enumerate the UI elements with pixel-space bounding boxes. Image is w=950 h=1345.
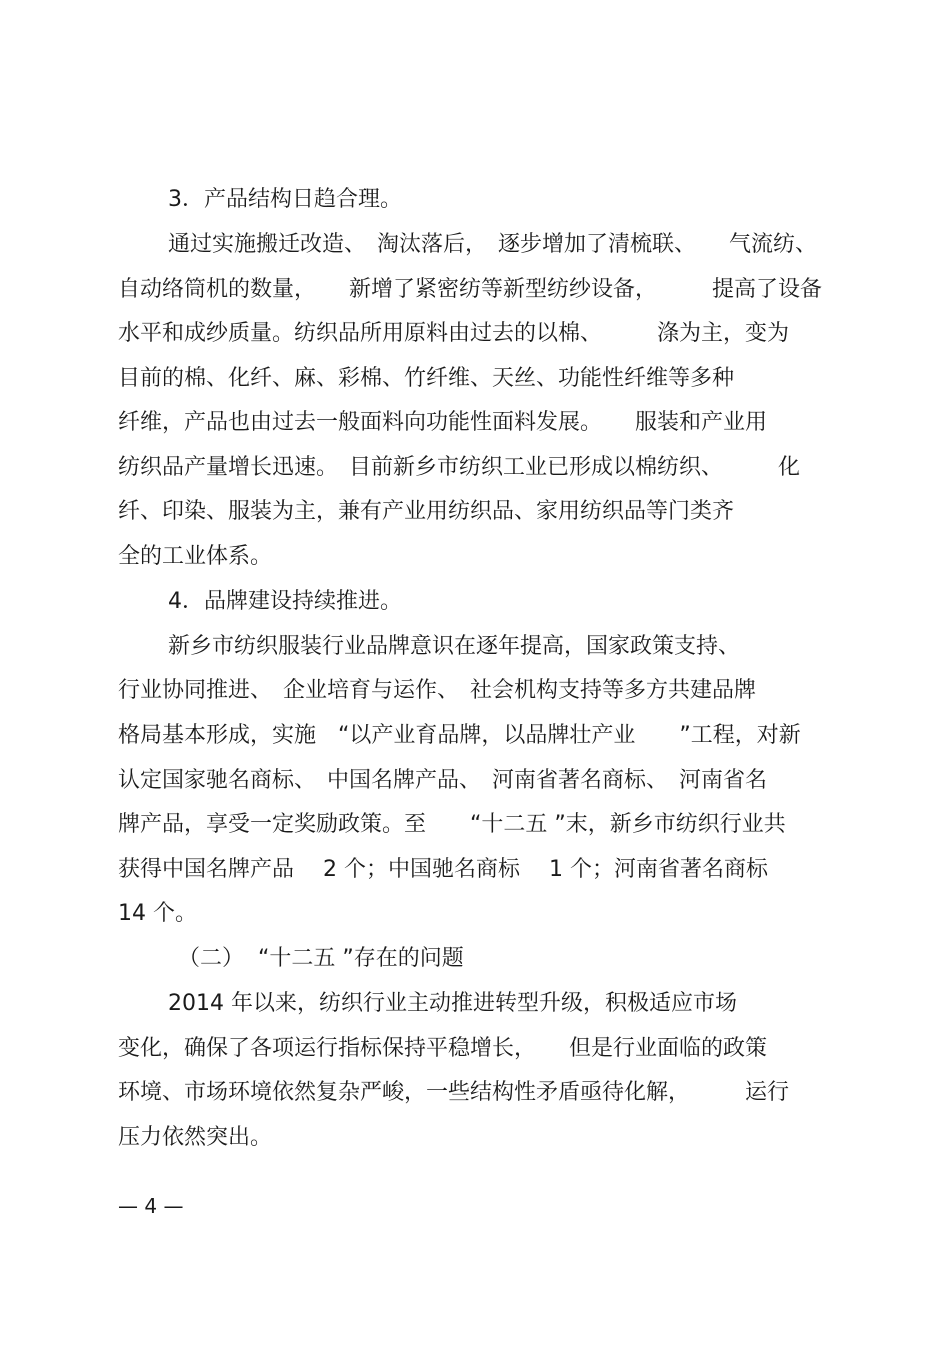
section-heading-problems: （二） “十二五 ”存在的问题	[178, 946, 464, 971]
paragraph-line: 全的工业体系。	[118, 544, 273, 569]
paragraph-line: 牌产品，享受一定奖励政策。至 “十二五 ”末，新乡市纺织行业共	[118, 812, 786, 837]
paragraph-line: 压力依然突出。	[118, 1125, 273, 1150]
section-heading-3: 3．产品结构日趋合理。	[168, 187, 402, 212]
paragraph-line: 14 个。	[118, 901, 197, 926]
paragraph-line: 水平和成纱质量。纺织品所用原料由过去的以棉、 涤为主，变为	[118, 321, 790, 346]
paragraph-line: 纺织品产量增长迅速。 目前新乡市纺织工业已形成以棉纺织、 化	[118, 455, 801, 480]
paragraph-line: 通过实施搬迁改造、 淘汰落后， 逐步增加了清梳联、 气流纺、	[168, 232, 818, 257]
paragraph-line: 环境、市场环境依然复杂严峻，一些结构性矛盾亟待化解， 运行	[118, 1080, 790, 1105]
page-number: — 4 —	[118, 1194, 184, 1218]
paragraph-line: 获得中国名牌产品 2 个；中国驰名商标 1 个；河南省著名商标	[118, 857, 768, 882]
section-heading-4: 4．品牌建设持续推进。	[168, 589, 402, 614]
paragraph-line: 自动络筒机的数量， 新增了紧密纺等新型纺纱设备， 提高了设备	[118, 277, 823, 302]
paragraph-line: 纤维，产品也由过去一般面料向功能性面料发展。 服装和产业用	[118, 410, 768, 435]
paragraph-line: 格局基本形成，实施 “以产业育品牌，以品牌壮产业 ”工程，对新	[118, 723, 801, 748]
paragraph-line: 行业协同推进、 企业培育与运作、 社会机构支持等多方共建品牌	[118, 678, 757, 703]
paragraph-line: 新乡市纺织服装行业品牌意识在逐年提高，国家政策支持、	[168, 634, 741, 659]
paragraph-line: 认定国家驰名商标、 中国名牌产品、 河南省著名商标、 河南省名	[118, 768, 768, 793]
paragraph-line: 变化，确保了各项运行指标保持平稳增长， 但是行业面临的政策	[118, 1036, 768, 1061]
paragraph-line: 纤、印染、服装为主，兼有产业用纺织品、家用纺织品等门类齐	[118, 499, 735, 524]
paragraph-line: 2014 年以来，纺织行业主动推进转型升级，积极适应市场	[168, 991, 737, 1016]
paragraph-line: 目前的棉、化纤、麻、彩棉、竹纤维、天丝、功能性纤维等多种	[118, 366, 735, 391]
